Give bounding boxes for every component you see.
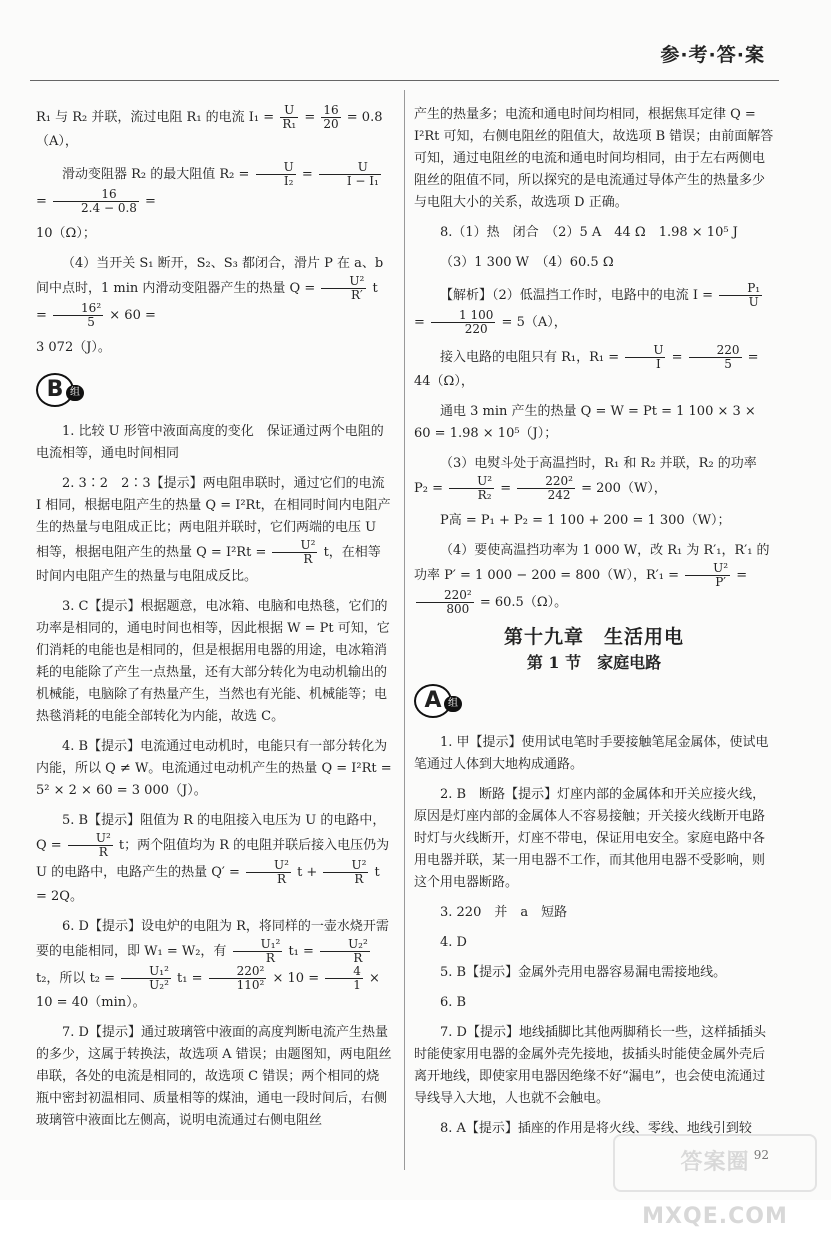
left-line-5: 3 072（J）。 [36,340,111,355]
column-divider [404,90,405,1170]
watermark-logo: 答案圈 MXQE.COM [613,1134,817,1192]
a-answer-6: 6. B [440,995,467,1010]
b-answer-3: 3. C【提示】根据题意，电冰箱、电脑和电热毯，它们的功率是相同的，通电时间也相等，因此根据 W = Pt 可知，它们消耗的电能也是相同的，但是根据用电器的用途，电冰箱消耗的电能除了产生一点热量，还有大部分转化为电动机输出的机械能，电脑除了有热量产生，当然也有光能、机械能等；电热毯消耗的电能全部转化为内能，故选 C。 [36,599,390,724]
header-rule [30,80,779,81]
a-answer-7: 7. D【提示】地线插脚比其他两脚稍长一些，这样插插头时能使家用电器的金属外壳先接地，拔插头时能使金属外壳后离开地线，即使家用电器因绝缘不好“漏电”，也会使电流通过导线导入大地，人也就不会触电。 [414,1025,766,1106]
a-answer-3: 3. 220 并 a 短路 [440,905,568,920]
b-answer-4: 4. B【提示】电流通过电动机时，电能只有一部分转化为内能，所以 Q ≠ W。电流通过电动机产生的热量 Q = I²Rt = 5² × 2 × 60 = 3 000（J）。 [36,739,392,798]
fraction: $\frac{\text{U²}}{\text{R₂}}$ [449,475,494,502]
analysis-4: （3）电熨斗处于高温挡时，R₁ 和 R₂ 并联，R₂ 的功率 P₂ = $\frac{\text{U²}}{\text{R₂}}$ = $\frac{\text{220²}}{242}$ = 200（W）， [414,456,757,502]
b-answer-2: 2. 3∶2 2∶3【提示】两电阻串联时，通过它们的电流 I 相同，根据电阻产生的热量 Q = I²Rt，在相同时间内电阻产生的热量与电阻成正比；两电阻并联时，它们两端的电压 U 相等，根据电阻产生的热量 Q = I²Rt = $\frac{\text{U²}}{R}$ t，在相等时间内电阻产生的热量与电阻成反比。 [36,476,391,584]
b-answer-6: 6. D【提示】设电炉的电阻为 R，将同样的一壶水烧开需要的电能相同，即 W₁ = W₂，有 $\frac{\text{U₁²}}{R}$ t₁ = $\frac{\text{U₂²}}{R}$ t₂，所以 t₂ = $\frac{\text{U₁²}}{\text{U₂²}}$ t₁ = $\frac{\text{220²}}{\text{110²}}$ × 10 = $\frac{4}{1}$ × 10 = 40（min）。 [36,919,389,1010]
fraction: $\frac{U}{\text{I₂}}$ [256,161,296,188]
b-answer-7: 7. D【提示】通过玻璃管中液面的高度判断电流产生热量的多少，这属于转换法，故选项 A 错误；由题图知，两电阻丝串联，各处的电流是相同的，故选项 C 错误；两个相同的烧瓶中密封初温相同、质量相等的煤油，通电一段时间后，右侧玻璃管中液面比左侧高，说明电流通过右侧电阻丝 [36,1025,392,1128]
page-number: 92 [753,1148,769,1162]
fraction: $\frac{4}{1}$ [325,965,363,992]
analysis-6: （4）要使高温挡功率为 1 000 W，改 R₁ 为 R′₁，R′₁ 的功率 P′ = 1 000 − 200 = 800（W），R′₁ = $\frac{\text{U²}}{P'}$ = $\frac{\text{220²}}{800}$ = 60.5（Ω）。 [414,543,770,616]
group-a-tag: 组 [444,696,462,712]
analysis-3: 通电 3 min 产生的热量 Q = W = Pt = 1 100 × 3 × 60 = 1.98 × 10⁵（J）； [414,404,756,441]
fraction: $\frac{\text{U²}}{R}$ [246,859,291,886]
left-column [36,104,392,1140]
a-answer-8: 8. A【提示】插座的作用是将火线、零线、地线引到较 [440,1121,752,1136]
a-answer-4: 4. D [440,935,467,950]
fraction: $\frac{16}{20}$ [323,103,339,131]
a-answer-5: 5. B【提示】金属外壳用电器容易漏电需接地线。 [440,965,727,980]
fraction: $\frac{220}{5}$ [689,344,742,371]
fraction: $\frac{\text{U₂²}}{R}$ [320,938,370,965]
group-b-badge [36,373,90,405]
fraction: $\frac{\text{P₁}}{U}$ [719,282,762,309]
b-answer-8-line2: （3）1 300 W （4）60.5 Ω [440,255,614,270]
left-line-1: R₁ 与 R₂ 并联，流过电阻 R₁ 的电流 I₁ = $\frac{U}{\text{R₁}}$ = $\frac{16}{20}$ = 0.8（A）， [36,103,383,149]
fraction: $\frac{\text{U₁²}}{R}$ [233,938,283,965]
left-line-2: 滑动变阻器 R₂ 的最大阻值 R₂ = $\frac{U}{\text{I₂}}$ = $\frac{U}{\text{I − I₁}}$ = $\frac{16}{2.4 - 0.8}$ = [36,160,379,215]
fraction: $\frac{\text{U₁²}}{\text{U₂²}}$ [121,965,171,992]
b-answer-8: 8.（1）热 闭合 （2）5 A 44 Ω 1.98 × 10⁵ J [440,225,738,240]
fraction: $\frac{\text{U²}}{R'}$ [321,275,366,302]
fraction: $\frac{\text{U²}}{P'}$ [685,562,730,589]
group-a-letter: A [414,684,452,718]
analysis-2: 接入电路的电阻只有 R₁，R₁ = $\frac{U}{I}$ = $\frac{220}{5}$ = 44（Ω）， [414,343,759,389]
a-answer-2: 2. B 断路【提示】灯座内部的金属体和开关应接火线，原因是灯座内部的金属体人不容易接触；开关接火线断开电路时灯与火线断开，灯座不带电，保证用电安全。家庭电路中各用电器并联，某一用电器不工作，而其他用电器不受影响，则这个用电器断路。 [414,787,766,890]
group-b-letter: B [36,373,74,407]
fraction: $\frac{\text{220²}}{\text{110²}}$ [209,965,267,992]
b-answer-5: 5. B【提示】阻值为 R 的电阻接入电压为 U 的电路中，Q = $\frac{\text{U²}}{R}$ t；两个阻值均为 R 的电阻并联后接入电压仍为 U 的电路中，电路产生的热量 Q′ = $\frac{\text{U²}}{R}$ t + $\frac{\text{U²}}{R}$ t = 2Q。 [36,813,390,904]
right-column [414,104,774,1148]
fraction: $\frac{\text{220²}}{242}$ [517,475,575,502]
fraction: $\frac{U}{\text{R₁}}$ [282,103,297,131]
left-line-4: （4）当开关 S₁ 断开，S₂、S₃ 都闭合，滑片 P 在 a、b 间中点时，1 min 内滑动变阻器产生的热量 Q = $\frac{\text{U²}}{R'}$ t = $\frac{\text{16²}}{5}$ × 60 = [36,256,384,329]
fraction: $\frac{\text{16²}}{5}$ [53,302,103,329]
fraction: $\frac{\text{220²}}{800}$ [416,589,474,616]
chapter-title: 第十九章 生活用电 [503,626,684,648]
header-title: 参·考·答·案 [660,44,765,66]
fraction: $\frac{16}{2.4 - 0.8}$ [53,188,139,215]
fraction: $\frac{\text{U²}}{R}$ [68,832,113,859]
b-answer-1: 1. 比较 U 形管中液面高度的变化 保证通过两个电阻的电流相等，通电时间相同 [36,424,384,461]
section-title: 第 1 节 家庭电路 [526,653,662,672]
fraction: $\frac{\text{U²}}{R}$ [323,859,368,886]
fraction: $\frac{\text{U²}}{R}$ [272,539,317,566]
a-answer-1: 1. 甲【提示】使用试电笔时手要接触笔尾金属体，使试电笔通过人体到大地构成通路。 [414,735,769,772]
b-answer-7-cont: 产生的热量多；电流和通电时间均相同，根据焦耳定律 Q = I²Rt 可知，右侧电阻丝的阻值大，故选项 B 错误；由前面解答可知，通过电阻丝的电流和通电时间均相同，由于左右两侧电阻丝的阻值不同，所以探究的是电流通过导体产生的热量多少与电阻大小的关系，故选项 D 正确。 [414,107,774,210]
group-a-badge [414,684,468,716]
fraction: $\frac{U}{\text{I − I₁}}$ [319,161,381,188]
group-b-tag: 组 [66,385,84,401]
fraction: $\frac{U}{I}$ [625,344,665,371]
analysis-5: P高 = P₁ + P₂ = 1 100 + 200 = 1 300（W）； [440,513,731,528]
left-line-3: 10（Ω）； [36,226,96,241]
fraction: $\frac{1 100}{220}$ [431,309,495,336]
analysis-1: 【解析】（2）低温挡工作时，电路中的电流 I = $\frac{\text{P₁}}{U}$ = $\frac{1 100}{220}$ = 5（A）， [414,281,761,336]
